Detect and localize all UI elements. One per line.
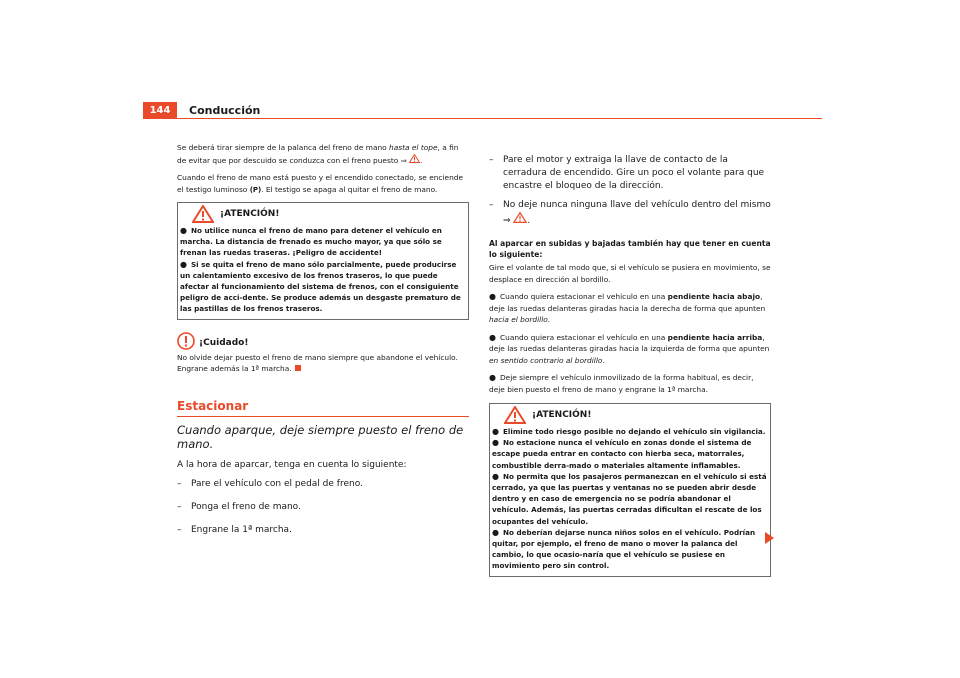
warning-item: ● No deberían dejarse nunca niños solos en el vehículo. Podrían quitar, por ejemplo, el freno de mano o mover la palanca del cambio, lo que ocasio-naría que el vehículo se pusiese en movimiento pero sin control. <box>492 527 756 571</box>
warning-header <box>178 203 468 225</box>
paragraph-handbrake: Se deberá tirar siempre de la palanca del freno de mano hasta el tope, a fin de evitar que por descuido se conduzca con el freno puesto ⇒ . <box>177 143 459 165</box>
right-column <box>489 154 771 577</box>
text: Se deberá tirar siempre de la palanca del freno de mano <box>177 143 390 152</box>
caution-text: No olvide dejar puesto el freno de mano siempre que abandone el vehículo. Engrane además la 1ª marcha. <box>177 352 458 374</box>
step-item: – Ponga el freno de mano. <box>177 501 301 512</box>
warning-item: ● No estacione nunca el vehículo en zonas donde el sistema de escape pueda entrar en contacto con hierba seca, matorrales, combustible derra-mado o materiales altamente inflamables. <box>492 438 752 470</box>
warning-box-1 <box>177 202 469 320</box>
warning-item: ● No permita que los pasajeros permanezcan en el vehículo si está cerrado, ya que las puertas y ventanas no se pueden abrir desde dentro y en caso de emergencia no se podría abandonar el vehículo. Además, las puertas cerradas dificultan el rescate de los ocupantes del vehículo. <box>492 471 767 526</box>
heading-estacionar: Estacionar <box>177 398 249 413</box>
step-item: – Pare el vehículo con el pedal de freno. <box>177 478 363 489</box>
next-page-arrow-icon[interactable] <box>765 532 774 544</box>
hill-heading: Al aparcar en subidas y bajadas también hay que tener en cuenta lo siguiente: <box>489 239 771 259</box>
warning-item: ● Elimine todo riesgo posible no dejando el vehículo sin vigilancia. <box>492 427 766 436</box>
text: , a fin de evitar que por descuido se conduzca con el freno puesto ⇒ <box>177 143 459 165</box>
left-column <box>177 142 469 537</box>
warning-box-2 <box>489 403 771 577</box>
text: . El testigo se apaga al quitar el freno de mano. <box>261 184 438 194</box>
subtitle: Cuando aparque, deje siempre puesto el freno de mano. <box>177 422 464 451</box>
heading-rule <box>177 416 469 417</box>
caution-icon <box>177 332 195 350</box>
warning-triangle-icon <box>504 406 526 424</box>
caution-title: ¡Cuidado! <box>199 337 249 348</box>
intro: A la hora de aparcar, tenga en cuenta lo siguiente: <box>177 459 407 470</box>
warning-header <box>490 404 770 426</box>
end-mark-icon <box>295 365 301 371</box>
section-title: Conducción <box>189 104 261 117</box>
handbrake-lamp-icon: (P) <box>249 185 262 194</box>
step-item: – Engrane la 1ª marcha. <box>177 524 292 535</box>
header-rule <box>177 118 822 119</box>
page-number: 144 <box>143 102 177 119</box>
hill-bullet-up: ● Cuando quiera estacionar el vehículo en una pendiente hacia arriba, deje las ruedas delanteras giradas hacia la izquierda de forma que apunten en sentido contrario al bordillo. <box>489 332 770 365</box>
warning-triangle-icon <box>513 212 527 223</box>
warning-item: ● Si se quita el freno de mano sólo parcialmente, puede producirse un calentamiento excesivo de los frenos traseros, lo que puede afectar al funcionamiento del sistema de frenos, con el consiguiente peligro de acci-dente. Se produce además un desgaste prematuro de las pastillas de los frenos traseros. <box>180 259 461 314</box>
warning-item: ● No utilice nunca el freno de mano para detener el vehículo en marcha. La distancia de frenado es mucho mayor, ya que sólo se frenan las ruedas traseras. ¡Peligro de accidente! <box>180 226 442 258</box>
warning-body <box>490 426 770 576</box>
hill-intro: Gire el volante de tal modo que, si el vehículo se pusiera en movimiento, se desplace en dirección al bordillo. <box>489 263 771 284</box>
warning-body <box>178 225 468 319</box>
warning-triangle-icon <box>409 154 420 163</box>
paragraph-lamp <box>177 172 469 196</box>
hill-bullet-down: ● Cuando quiera estacionar el vehículo en una pendiente hacia abajo, deje las ruedas delanteras giradas hacia la derecha de forma que apunten hacia el bordillo. <box>489 292 766 324</box>
text: Cuando el freno de mano está puesto y el encendido conectado, se enciende el testigo luminoso <box>177 173 464 194</box>
warning-title: ¡ATENCIÓN! <box>220 209 280 219</box>
warning-triangle-icon <box>192 205 214 223</box>
step-item: – Pare el motor y extraiga la llave de contacto de la cerradura de encendido. Gire un poco el volante para que encastre el bloqueo de la dirección. <box>489 155 765 191</box>
warning-title: ¡ATENCIÓN! <box>532 410 592 420</box>
reference-arrow: ⇒ <box>503 216 511 226</box>
text-em: hasta el tope <box>389 143 438 152</box>
step-item: – No deje nunca ninguna llave del vehículo dentro del mismo ⇒ . <box>489 200 771 226</box>
caution-header <box>177 332 469 350</box>
hill-bullet-park: ● Deje siempre el vehículo inmovilizado de la forma habitual, es decir, deje bien puesto el freno de mano y engrane la 1ª marcha. <box>489 373 754 394</box>
